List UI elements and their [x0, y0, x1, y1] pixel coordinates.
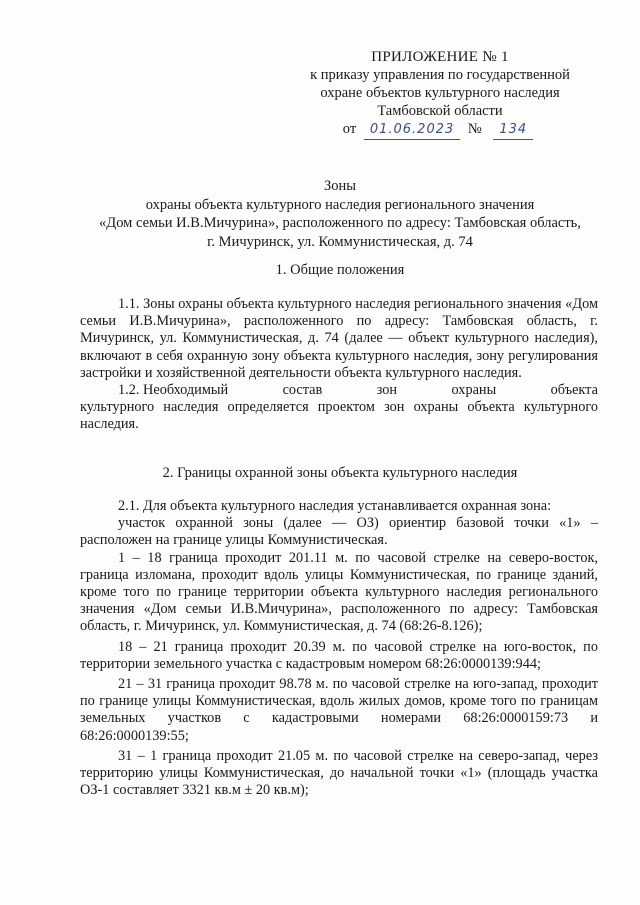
section-2-paragraph-5: 21 – 31 граница проходит 98.78 м. по часовой стрелке на юго-запад, проходит по границе улицы Коммунистическая, вдоль жилых домов, кроме того по границам земельных участков с кадастровыми номерами 68:26:0000159:73 и 68:26:0000139:55;: [80, 676, 598, 744]
p2-word-3: зон: [376, 382, 398, 399]
title-line-4: г. Мичуринск, ул. Коммунистическая, д. 74: [207, 233, 473, 250]
section-2-paragraph-6: 31 – 1 граница проходит 21.05 м. по часовой стрелке на северо-запад, через территорию улицы Коммунистическая, до начальной точки «1» (площадь участка ОЗ-1 составляет 3321 кв.м ± 20 кв.м);: [80, 747, 598, 799]
section-2-paragraph-2: участок охранной зоны (далее — ОЗ) ориентир базовой точки «1» – расположен на границе улицы Коммунистическая.: [80, 515, 598, 549]
appendix-title: ПРИЛОЖЕНИЕ № 1: [371, 49, 509, 65]
handwritten-date: 01.06.2023: [364, 121, 460, 140]
section-1-body: [80, 296, 598, 434]
number-prefix: №: [467, 121, 482, 137]
date-prefix: от: [342, 121, 357, 137]
section-1-paragraph-1: 1.1. Зоны охраны объекта культурного наследия регионального значения «Дом семьи И.В.Мичурина», расположенного по адресу: Тамбовская область, г. Мичуринск, ул. Коммунистическая, д. 74 (далее — объект культурного наследия), включают в себя охранную зону объекта культурного наследия, зону регулирования застройки и хозяйственной деятельности объекта культурного наследия.: [80, 296, 598, 381]
p2-word-5: объекта: [550, 382, 598, 399]
p2-word-1: 1.2. Необходимый: [118, 382, 229, 399]
handwritten-number: 134: [493, 121, 533, 140]
appendix-line-3: Тамбовской области: [377, 103, 503, 119]
document-title: [60, 177, 620, 251]
section-2-paragraph-3: 1 – 18 граница проходит 201.11 м. по часовой стрелке на северо-восток, граница изломана, проходит вдоль улицы Коммунистическая, по границе зданий, кроме того по границе территории объекта культурного наследия регионального значения «Дом семьи И.В.Мичурина», расположенного по адресу: Тамбовская область, г. Мичуринск, ул. Коммунистическая, д. 74 (68:26-8.126);: [80, 549, 598, 635]
title-line-1: Зоны: [323, 178, 357, 194]
section-2-body: [80, 498, 598, 799]
section-1-paragraph-2-first-line: [80, 382, 598, 399]
title-line-3: «Дом семьи И.В.Мичурина», расположенного по адресу: Тамбовская область,: [99, 215, 581, 231]
appendix-line-1: к приказу управления по государственной: [310, 67, 570, 83]
section-1-paragraph-2-rest: культурного наследия определяется проектом зон охраны объекта культурного наследия.: [80, 399, 598, 433]
section-1-heading: 1. Общие положения: [275, 262, 405, 278]
section-2-paragraph-1: 2.1. Для объекта культурного наследия устанавливается охранная зона:: [118, 498, 552, 514]
appendix-dateline: [290, 120, 590, 140]
p2-word-4: охраны: [451, 382, 497, 399]
appendix-line-2: охране объектов культурного наследия: [320, 85, 560, 101]
p2-word-2: состав: [282, 382, 323, 399]
section-2-paragraph-4: 18 – 21 граница проходит 20.39 м. по часовой стрелке на юго-восток, по территории земельного участка с кадастровым номером 68:26:0000139:944;: [80, 638, 598, 672]
appendix-block: [290, 48, 590, 140]
title-line-2: охраны объекта культурного наследия регионального значения: [145, 196, 535, 213]
section-2-heading: 2. Границы охранной зоны объекта культурного наследия: [162, 465, 518, 481]
